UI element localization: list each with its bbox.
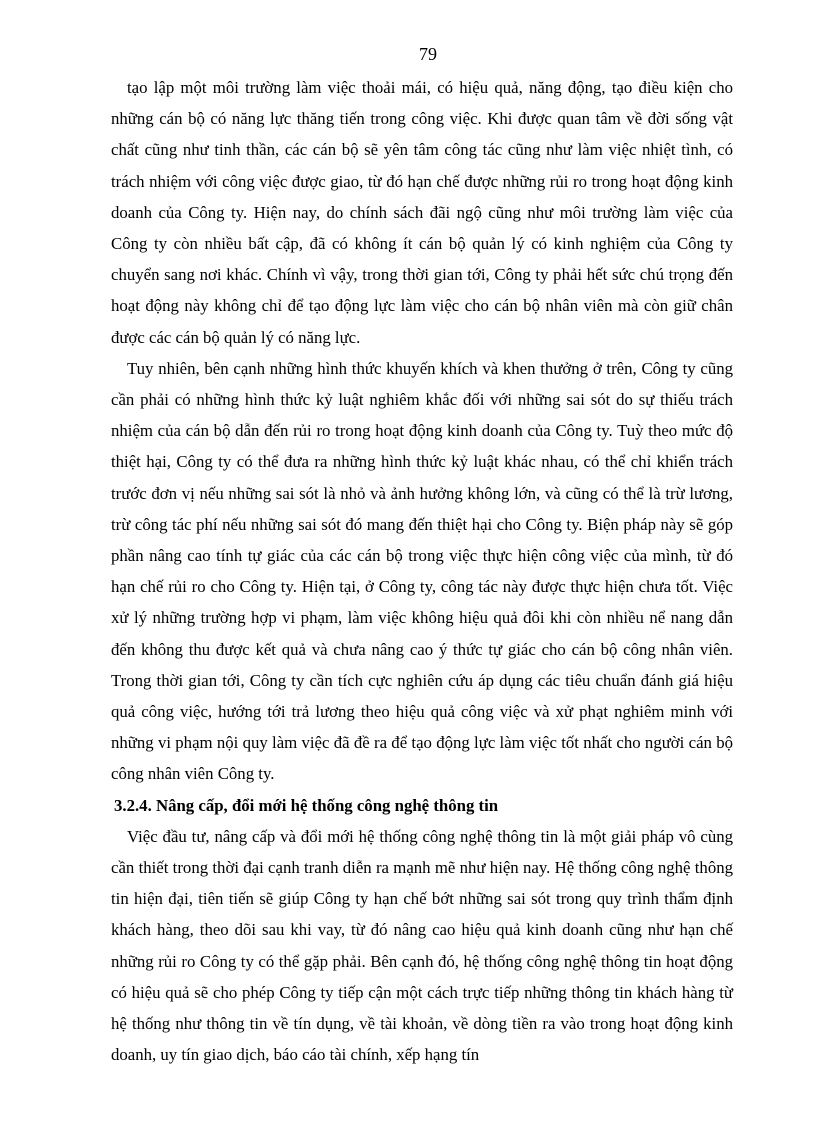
section-heading-it-upgrade: 3.2.4. Nâng cấp, đổi mới hệ thống công nghệ thông tin: [114, 795, 499, 815]
document-body: [111, 72, 733, 1071]
paragraph-it-investment: Việc đầu tư, nâng cấp và đổi mới hệ thống công nghệ thông tin là một giải pháp vô cùng cần thiết trong thời đại cạnh tranh diễn ra mạnh mẽ như hiện nay. Hệ thống công nghệ thông tin hiện đại, tiên tiến sẽ giúp Công ty hạn chế bớt những sai sót trong quy trình thẩm định khách hàng, theo dõi sau khi vay, từ đó nâng cao hiệu quả kinh doanh cũng như hạn chế những rủi ro Công ty có thể gặp phải. Bên cạnh đó, hệ thống công nghệ thông tin hoạt động có hiệu quả sẽ cho phép Công ty tiếp cận một cách trực tiếp những thông tin khách hàng từ hệ thống như thông tin về tín dụng, về tài khoản, về dòng tiền ra vào trong hoạt động kinh doanh, uy tín giao dịch, báo cáo tài chính, xếp hạng tín: [111, 826, 733, 1065]
paragraph-staff-environment: tạo lập một môi trường làm việc thoải mái, có hiệu quả, năng động, tạo điều kiện cho những cán bộ có năng lực thăng tiến trong công việc. Khi được quan tâm về đời sống vật chất cũng như tinh thần, các cán bộ sẽ yên tâm công tác cũng như làm việc nhiệt tình, có trách nhiệm với công việc được giao, từ đó hạn chế được những rủi ro trong hoạt động kinh doanh của Công ty. Hiện nay, do chính sách đãi ngộ cũng như môi trường làm việc của Công ty còn nhiều bất cập, đã có không ít cán bộ quản lý có kinh nghiệm của Công ty chuyển sang nơi khác. Chính vì vậy, trong thời gian tới, Công ty phải hết sức chú trọng đến hoạt động này không chỉ để tạo động lực làm việc cho cán bộ nhân viên mà còn giữ chân được các cán bộ quản lý có năng lực.: [111, 78, 733, 347]
paragraph-discipline: Tuy nhiên, bên cạnh những hình thức khuyến khích và khen thưởng ở trên, Công ty cũng cần phải có những hình thức kỷ luật nghiêm khắc đối với những sai sót do sự thiếu trách nhiệm của cán bộ dẫn đến rủi ro trong hoạt động kinh doanh của Công ty. Tuỳ theo mức độ thiệt hại, Công ty có thể đưa ra những hình thức kỷ luật khác nhau, có thể chỉ khiển trách trước đơn vị nếu những sai sót là nhỏ và ảnh hưởng không lớn, và cũng có thể là trừ lương, trừ công tác phí nếu những sai sót đó mang đến thiệt hại cho Công ty. Biện pháp này sẽ góp phần nâng cao tính tự giác của các cán bộ trong việc thực hiện công việc của mình, từ đó hạn chế rủi ro cho Công ty. Hiện tại, ở Công ty, công tác này được thực hiện chưa tốt. Việc xử lý những trường hợp vi phạm, làm việc không hiệu quả đôi khi còn nhiều nể nang dẫn đến không thu được kết quả và chưa nâng cao ý thức tự giác cho cán bộ công nhân viên. Trong thời gian tới, Công ty cần tích cực nghiên cứu áp dụng các tiêu chuẩn đánh giá hiệu quả công việc, hướng tới trả lương theo hiệu quả công việc và xử phạt nghiêm minh với những vi phạm nội quy làm việc đã đề ra để tạo động lực làm việc tốt nhất cho người cán bộ công nhân viên Công ty.: [111, 358, 733, 784]
page-number: 79: [419, 44, 437, 64]
